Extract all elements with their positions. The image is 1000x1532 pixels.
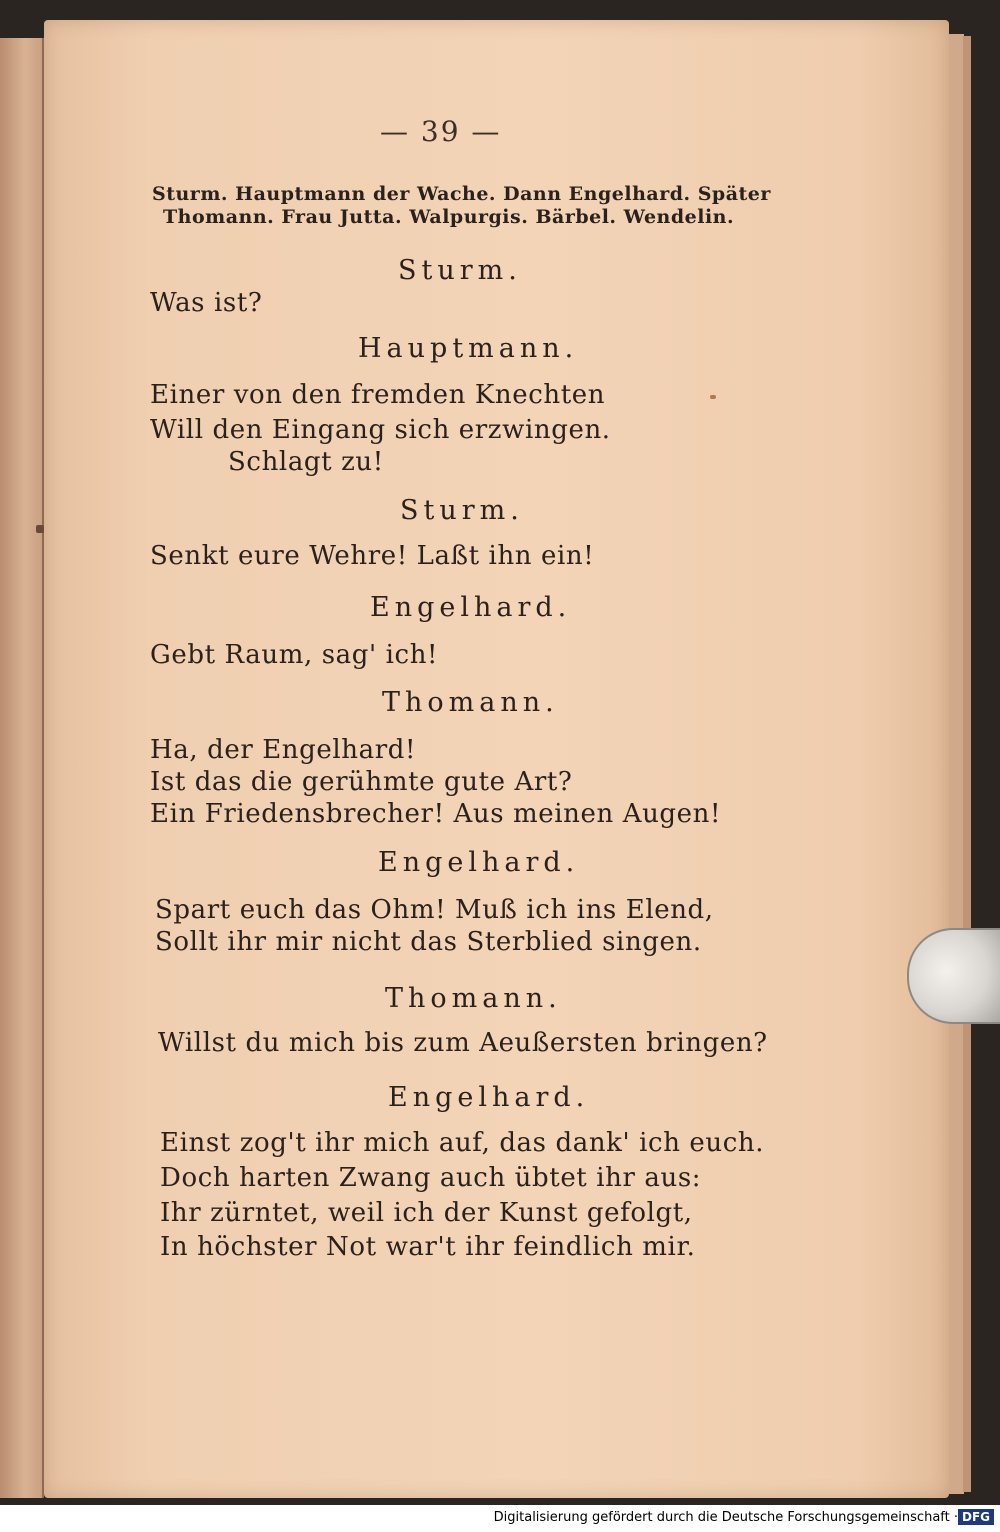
speaker-name: Thomann. bbox=[382, 687, 559, 718]
dialogue-line: Was ist? bbox=[150, 288, 263, 318]
dialogue-line: Gebt Raum, sag' ich! bbox=[150, 640, 439, 670]
dialogue-line: Spart euch das Ohm! Muß ich ins Elend, bbox=[155, 895, 714, 925]
page-clip bbox=[907, 928, 1000, 1024]
dialogue-line: Senkt eure Wehre! Laßt ihn ein! bbox=[150, 541, 595, 571]
speaker-name: Hauptmann. bbox=[358, 333, 579, 364]
dialogue-line: Ein Friedensbrecher! Aus meinen Augen! bbox=[150, 799, 722, 829]
dfg-logo: DFG bbox=[958, 1509, 994, 1525]
page-stack-edge-outer bbox=[963, 36, 971, 1492]
speaker-name: Engelhard. bbox=[378, 847, 580, 878]
dialogue-line: Einst zog't ihr mich auf, das dank' ich euch. bbox=[160, 1128, 765, 1158]
cast-list-line-2: Thomann. Frau Jutta. Walpurgis. Bärbel. Wendelin. bbox=[163, 206, 735, 228]
footer-credit: Digitalisierung gefördert durch die Deutsche Forschungsgemeinschaft · bbox=[493, 1510, 958, 1525]
speaker-name: Thomann. bbox=[385, 983, 562, 1014]
dialogue-line: Willst du mich bis zum Aeußersten bringen? bbox=[158, 1028, 768, 1058]
dialogue-line: Ha, der Engelhard! bbox=[150, 735, 417, 765]
page-stack-edge bbox=[947, 34, 964, 1494]
speaker-name: Engelhard. bbox=[388, 1082, 590, 1113]
paper-speck bbox=[710, 395, 716, 399]
page-number: — 39 — bbox=[380, 115, 502, 148]
dialogue-line: Ist das die gerühmte gute Art? bbox=[150, 767, 573, 797]
binding-hole bbox=[36, 525, 44, 533]
dialogue-line: Will den Eingang sich erzwingen. bbox=[150, 415, 611, 445]
dialogue-line: In höchster Not war't ihr feindlich mir. bbox=[160, 1232, 696, 1262]
dialogue-line: Einer von den fremden Knechten bbox=[150, 380, 606, 410]
dialogue-line: Schlagt zu! bbox=[228, 447, 384, 477]
dialogue-line: Ihr zürntet, weil ich der Kunst gefolgt, bbox=[160, 1198, 693, 1228]
left-page-edge bbox=[0, 38, 44, 1498]
speaker-name: Sturm. bbox=[398, 255, 522, 286]
speaker-name: Sturm. bbox=[400, 495, 524, 526]
cast-list-line-1: Sturm. Hauptmann der Wache. Dann Engelhard. Später bbox=[152, 183, 771, 205]
dialogue-line: Doch harten Zwang auch übtet ihr aus: bbox=[160, 1163, 702, 1193]
speaker-name: Engelhard. bbox=[370, 592, 572, 623]
dialogue-line: Sollt ihr mir nicht das Sterblied singen. bbox=[155, 927, 702, 957]
